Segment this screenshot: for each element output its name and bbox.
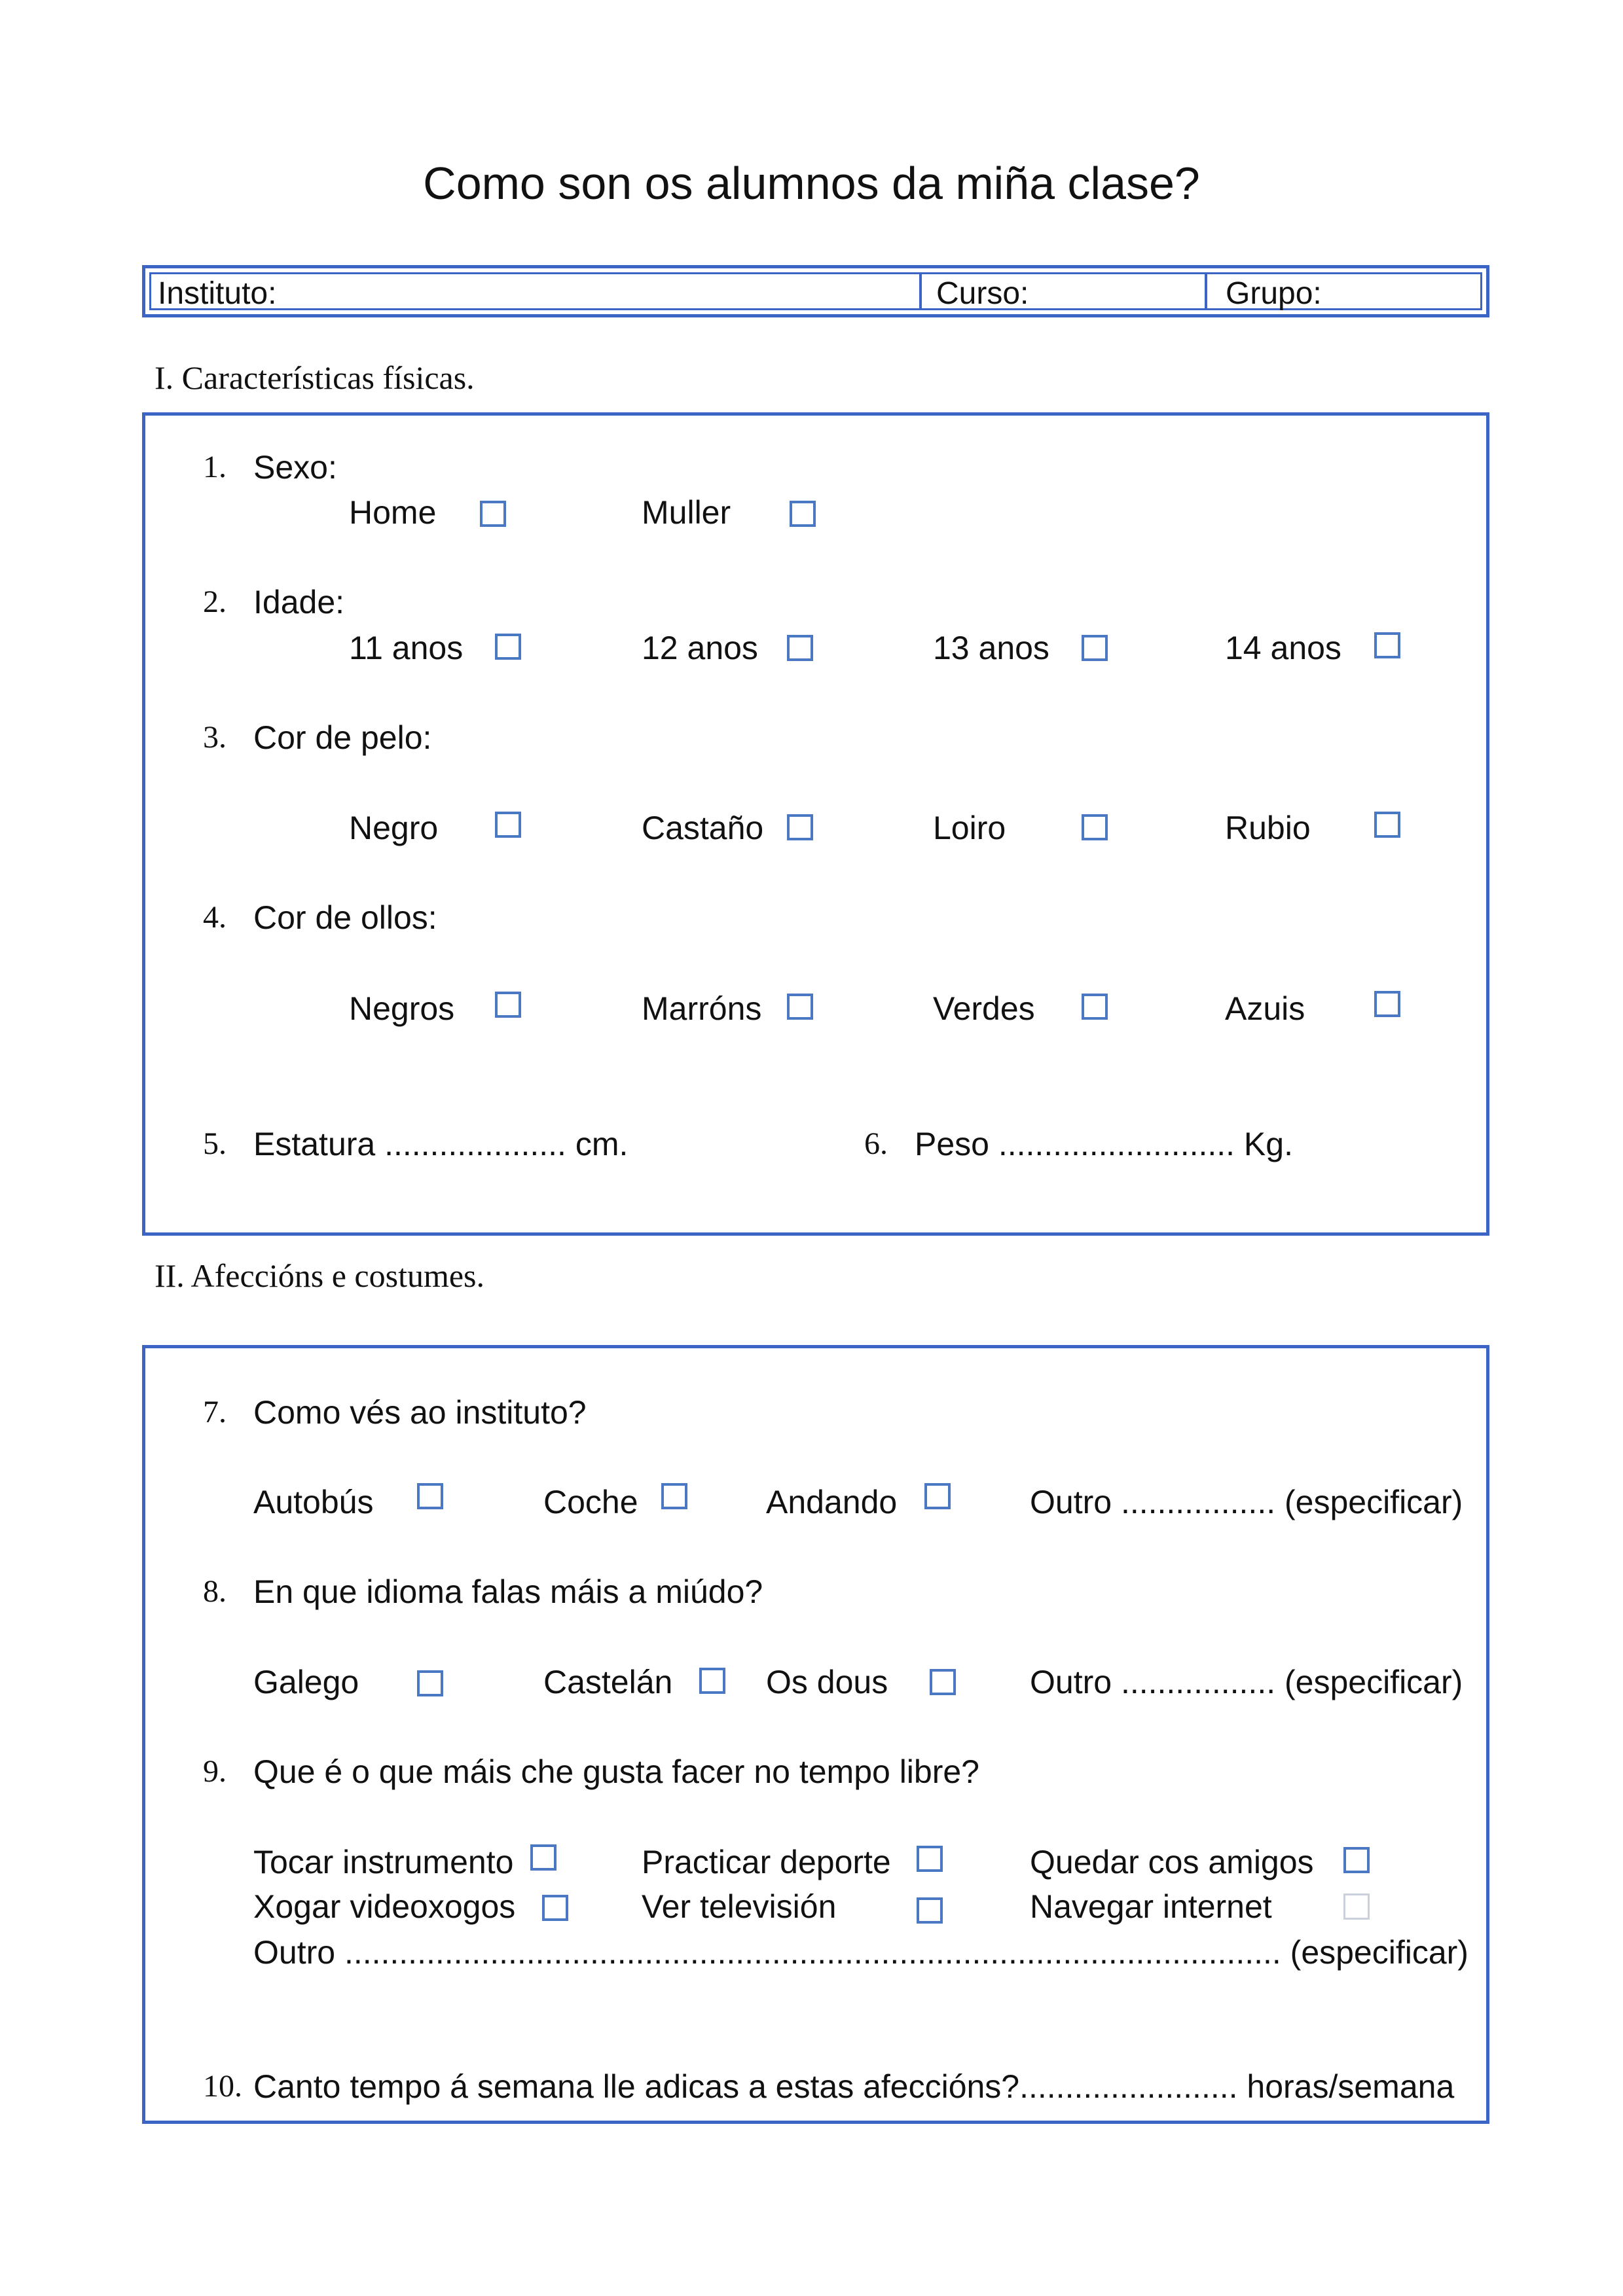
q9-other-field[interactable]: Outro ....................................................................................................... (especificar) bbox=[253, 1934, 1468, 1971]
q2-checkbox-14[interactable] bbox=[1374, 632, 1400, 658]
page-title: Como son os alumnos da miña clase? bbox=[423, 158, 1200, 209]
q9-checkbox-videoxogos[interactable] bbox=[542, 1895, 568, 1921]
q8-checkbox-osdous[interactable] bbox=[930, 1669, 956, 1695]
q1-label: Sexo: bbox=[253, 449, 337, 486]
q2-option-12: 12 anos bbox=[642, 630, 758, 666]
q7-other-field[interactable]: Outro ................. (especificar) bbox=[1030, 1484, 1463, 1520]
q3-label: Cor de pelo: bbox=[253, 719, 432, 756]
q3-option-rubio: Rubio bbox=[1225, 810, 1311, 846]
q8-number: 8. bbox=[203, 1574, 227, 1609]
q7-option-andando: Andando bbox=[766, 1484, 898, 1520]
q3-checkbox-rubio[interactable] bbox=[1374, 812, 1400, 838]
q2-option-13: 13 anos bbox=[933, 630, 1049, 666]
q5-estatura-field[interactable]: Estatura .................... cm. bbox=[253, 1126, 629, 1162]
q10-number: 10. bbox=[203, 2069, 242, 2104]
q4-label: Cor de ollos: bbox=[253, 899, 437, 936]
q2-label: Idade: bbox=[253, 584, 345, 620]
q2-checkbox-11[interactable] bbox=[495, 634, 521, 660]
q1-number: 1. bbox=[203, 450, 227, 484]
q7-checkbox-coche[interactable] bbox=[661, 1483, 687, 1509]
q4-option-marrons: Marróns bbox=[642, 990, 762, 1027]
q4-number: 4. bbox=[203, 900, 227, 935]
q9-checkbox-instrumento[interactable] bbox=[530, 1844, 556, 1871]
q9-number: 9. bbox=[203, 1754, 227, 1789]
q3-option-loiro: Loiro bbox=[933, 810, 1006, 846]
q4-option-azuis: Azuis bbox=[1225, 990, 1305, 1027]
q4-checkbox-verdes[interactable] bbox=[1082, 994, 1108, 1020]
q2-option-11: 11 anos bbox=[349, 630, 464, 666]
q6-number: 6. bbox=[864, 1126, 888, 1161]
q8-option-castelan: Castelán bbox=[543, 1664, 673, 1700]
q3-option-castano: Castaño bbox=[642, 810, 764, 846]
q9-label: Que é o que máis che gusta facer no tempo libre? bbox=[253, 1753, 979, 1790]
q9-option-television: Ver televisión bbox=[642, 1888, 837, 1925]
q7-label: Como vés ao instituto? bbox=[253, 1394, 587, 1431]
q8-checkbox-castelan[interactable] bbox=[699, 1668, 725, 1694]
q1-checkbox-home[interactable] bbox=[480, 501, 506, 527]
q10-field[interactable]: Canto tempo á semana lle adicas a estas afeccións?........................ horas/semana bbox=[253, 2068, 1455, 2105]
section1-heading: I. Características físicas. bbox=[155, 359, 475, 396]
q6-peso-field[interactable]: Peso .......................... Kg. bbox=[915, 1126, 1293, 1162]
q8-option-galego: Galego bbox=[253, 1664, 359, 1700]
q4-checkbox-negros[interactable] bbox=[495, 992, 521, 1018]
q2-checkbox-13[interactable] bbox=[1082, 635, 1108, 661]
q1-option-home: Home bbox=[349, 494, 437, 531]
q3-checkbox-castano[interactable] bbox=[787, 814, 813, 840]
q4-checkbox-azuis[interactable] bbox=[1374, 991, 1400, 1017]
q4-checkbox-marrons[interactable] bbox=[787, 994, 813, 1020]
q9-checkbox-television[interactable] bbox=[917, 1897, 943, 1924]
q2-checkbox-12[interactable] bbox=[787, 635, 813, 661]
q4-option-negros: Negros bbox=[349, 990, 455, 1027]
q9-checkbox-internet[interactable] bbox=[1343, 1893, 1370, 1920]
section2-frame bbox=[142, 1345, 1489, 2124]
q3-option-negro: Negro bbox=[349, 810, 439, 846]
q1-checkbox-muller[interactable] bbox=[790, 501, 816, 527]
q9-checkbox-amigos[interactable] bbox=[1343, 1847, 1370, 1873]
q4-option-verdes: Verdes bbox=[933, 990, 1035, 1027]
q1-option-muller: Muller bbox=[642, 494, 731, 531]
q7-checkbox-andando[interactable] bbox=[924, 1483, 951, 1509]
q2-option-14: 14 anos bbox=[1225, 630, 1341, 666]
q3-number: 3. bbox=[203, 720, 227, 755]
q9-option-videoxogos: Xogar videoxogos bbox=[253, 1888, 516, 1925]
q9-option-instrumento: Tocar instrumento bbox=[253, 1844, 514, 1880]
section2-heading: II. Afeccións e costumes. bbox=[155, 1257, 485, 1294]
q3-checkbox-loiro[interactable] bbox=[1082, 814, 1108, 840]
q8-label: En que idioma falas máis a miúdo? bbox=[253, 1573, 763, 1610]
instituto-field[interactable]: Instituto: bbox=[151, 274, 922, 308]
q9-option-internet: Navegar internet bbox=[1030, 1888, 1272, 1925]
q3-checkbox-negro[interactable] bbox=[495, 812, 521, 838]
q5-number: 5. bbox=[203, 1126, 227, 1161]
q7-checkbox-autobus[interactable] bbox=[417, 1483, 443, 1509]
q9-option-deporte: Practicar deporte bbox=[642, 1844, 891, 1880]
q7-number: 7. bbox=[203, 1395, 227, 1429]
q9-checkbox-deporte[interactable] bbox=[917, 1846, 943, 1872]
curso-field[interactable]: Curso: bbox=[922, 274, 1207, 308]
q7-option-autobus: Autobús bbox=[253, 1484, 374, 1520]
q8-checkbox-galego[interactable] bbox=[417, 1670, 443, 1696]
q9-option-amigos: Quedar cos amigos bbox=[1030, 1844, 1314, 1880]
q2-number: 2. bbox=[203, 584, 227, 619]
q7-option-coche: Coche bbox=[543, 1484, 638, 1520]
q8-option-osdous: Os dous bbox=[766, 1664, 888, 1700]
header-table bbox=[142, 265, 1489, 317]
grupo-field[interactable]: Grupo: bbox=[1226, 276, 1322, 311]
q8-other-field[interactable]: Outro ................. (especificar) bbox=[1030, 1664, 1463, 1700]
